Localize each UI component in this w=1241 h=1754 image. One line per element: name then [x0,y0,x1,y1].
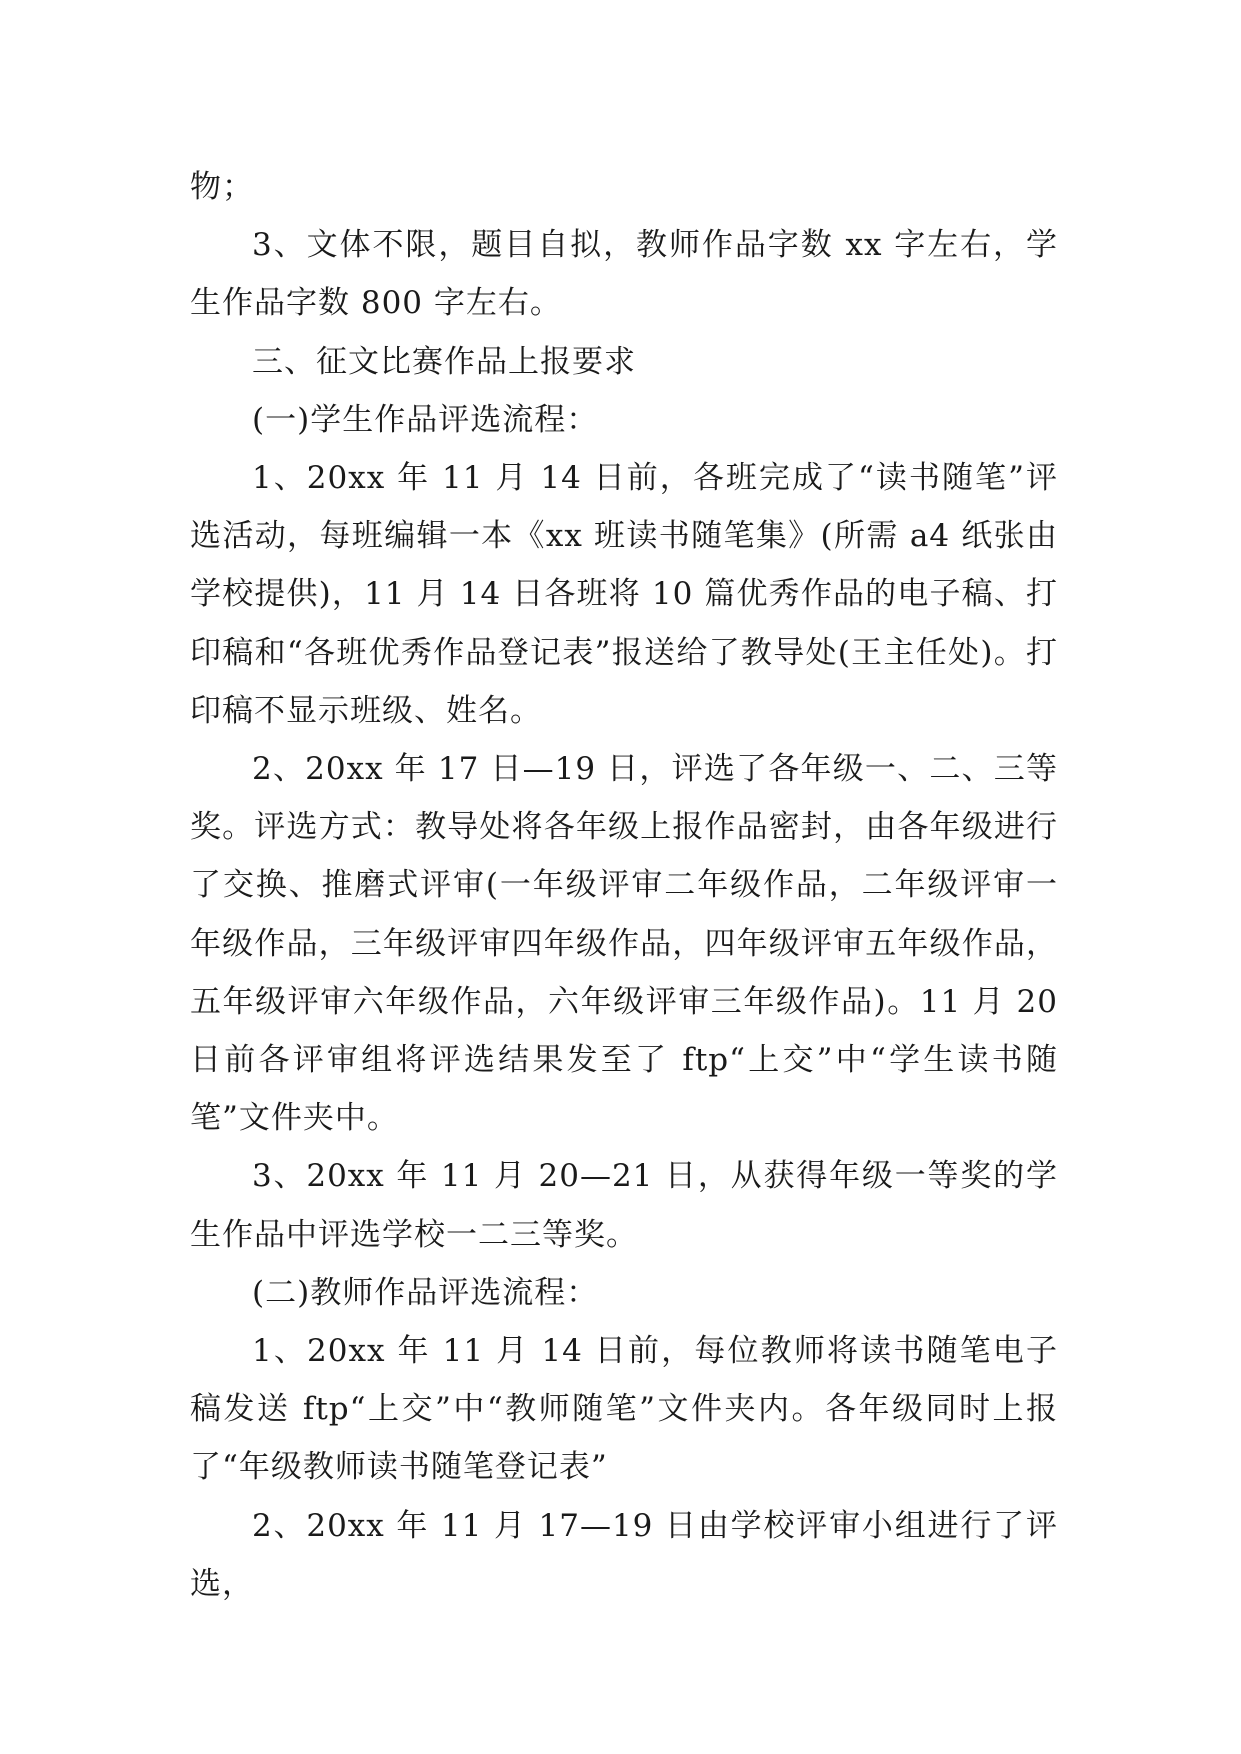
document-body [190,158,1058,1613]
subsection-heading: (一)学生作品评选流程： [252,401,599,438]
paragraph: 2、20xx 年 17 日—19 日，评选了各年级一、二、三等奖。评选方式：教导处将各年级上报作品密封，由各年级进行了交换、推磨式评审(一年级评审二年级作品，二年级评审一年级作品，三年级评审四年级作品，四年级评审五年级作品，五年级评审六年级作品，六年级评审三年级作品)。11 月 20 日前各评审组将评选结果发至了 ftp“上交”中“学生读书随笔”文件夹中。 [190,751,1058,1137]
paragraph: 3、20xx 年 11 月 20—21 日，从获得年级一等奖的学生作品中评选学校一二三等奖。 [190,1158,1058,1253]
subsection-heading: (二)教师作品评选流程： [252,1274,599,1311]
paragraph: 物； [190,169,254,205]
paragraph: 1、20xx 年 11 月 14 日前，各班完成了“读书随笔”评选活动，每班编辑一本《xx 班读书随笔集》(所需 a4 纸张由学校提供)，11 月 14 日各班将 10 篇优秀作品的电子稿、打印稿和“各班优秀作品登记表”报送给了教导处(王主任处)。打印稿不显示班级、姓名。 [190,460,1058,729]
paragraph: 2、20xx 年 11 月 17—19 日由学校评审小组进行了评选， [190,1507,1058,1602]
paragraph: 3、文体不限，题目自拟，教师作品字数 xx 字左右，学生作品字数 800 字左右。 [190,227,1058,322]
section-heading: 三、征文比赛作品上报要求 [252,343,636,380]
paragraph: 1、20xx 年 11 月 14 日前，每位教师将读书随笔电子稿发送 ftp“上交”中“教师随笔”文件夹内。各年级同时上报了“年级教师读书随笔登记表” [190,1333,1058,1486]
